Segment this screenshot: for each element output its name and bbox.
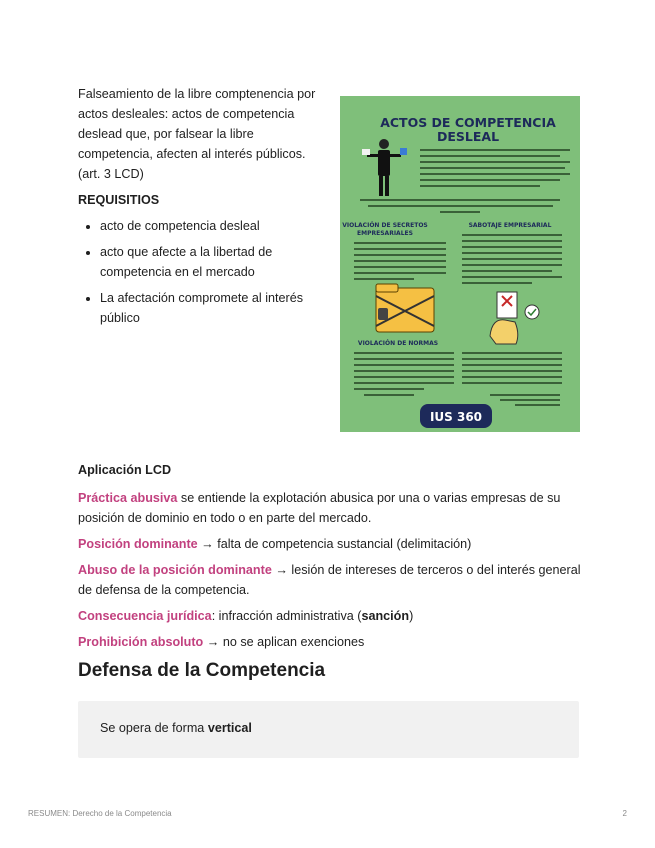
svg-text:IUS 360: IUS 360 bbox=[429, 410, 483, 424]
defensa-callout bbox=[78, 701, 579, 758]
term-practica-abusiva: Práctica abusiva bbox=[78, 491, 178, 505]
paragraph-abuso-posicion: Abuso de la posición dominante → lesión de intereses de terceros o del interés general de defensa de la competencia. bbox=[78, 563, 581, 597]
paragraph-prohibicion: Prohibición absoluto → no se aplican exenciones bbox=[78, 635, 365, 649]
term-abuso-posicion: Abuso de la posición dominante bbox=[78, 563, 272, 577]
paragraph-consecuencia: Consecuencia jurídica: infracción administrativa (sanción) bbox=[78, 609, 414, 623]
paragraph-posicion-dominante: Posición dominante → falta de competencia sustancial (delimitación) bbox=[78, 537, 472, 551]
locked-folder-icon bbox=[376, 284, 434, 332]
poster-section-normas: VIOLACIÓN DE NORMAS bbox=[357, 340, 439, 347]
term-posicion-dominante: Posición dominante bbox=[78, 537, 198, 551]
list-item: acto que afecte a la libertad de competencia en el mercado bbox=[78, 242, 328, 282]
intro-block bbox=[78, 84, 328, 334]
callout-text: Se opera de forma vertical bbox=[100, 721, 252, 735]
list-item: acto de competencia desleal bbox=[78, 216, 328, 236]
list-item: La afectación compromete al interés público bbox=[78, 288, 328, 328]
ius360-logo bbox=[420, 404, 492, 428]
footer-title: RESUMEN: Derecho de la Competencia bbox=[28, 809, 172, 818]
intro-paragraph: Falseamiento de la libre comptenencia por actos desleales: actos de competencia deslead que, por falsear la libre competencia, afecten al interés públicos. (art. 3 LCD) bbox=[78, 87, 316, 181]
poster-section-sabotaje: SABOTAJE EMPRESARIAL bbox=[468, 222, 552, 229]
page-number: 2 bbox=[622, 809, 627, 818]
requisitos-list bbox=[78, 216, 328, 328]
aplicacion-title: Aplicación LCD bbox=[78, 463, 172, 477]
defensa-heading: Defensa de la Competencia bbox=[78, 660, 326, 681]
paragraph-practica-abusiva: Práctica abusiva se entiende la explotación abusica por una o varias empresas de su posición de dominio en todo o en parte del mercado. bbox=[78, 491, 561, 525]
aplicacion-lcd-section bbox=[78, 460, 583, 658]
poster-title-line1: ACTOS DE COMPETENCIA bbox=[380, 115, 556, 130]
competencia-desleal-poster bbox=[340, 96, 580, 432]
term-prohibicion: Prohibición absoluto bbox=[78, 635, 204, 649]
poster-section-secretos: VIOLACIÓN DE SECRETOS bbox=[342, 222, 428, 229]
poster-title-line2: DESLEAL bbox=[436, 129, 500, 144]
requisitos-title: REQUISITIOS bbox=[78, 193, 160, 207]
svg-text:EMPRESARIALES: EMPRESARIALES bbox=[357, 230, 413, 237]
term-consecuencia: Consecuencia jurídica bbox=[78, 609, 212, 623]
